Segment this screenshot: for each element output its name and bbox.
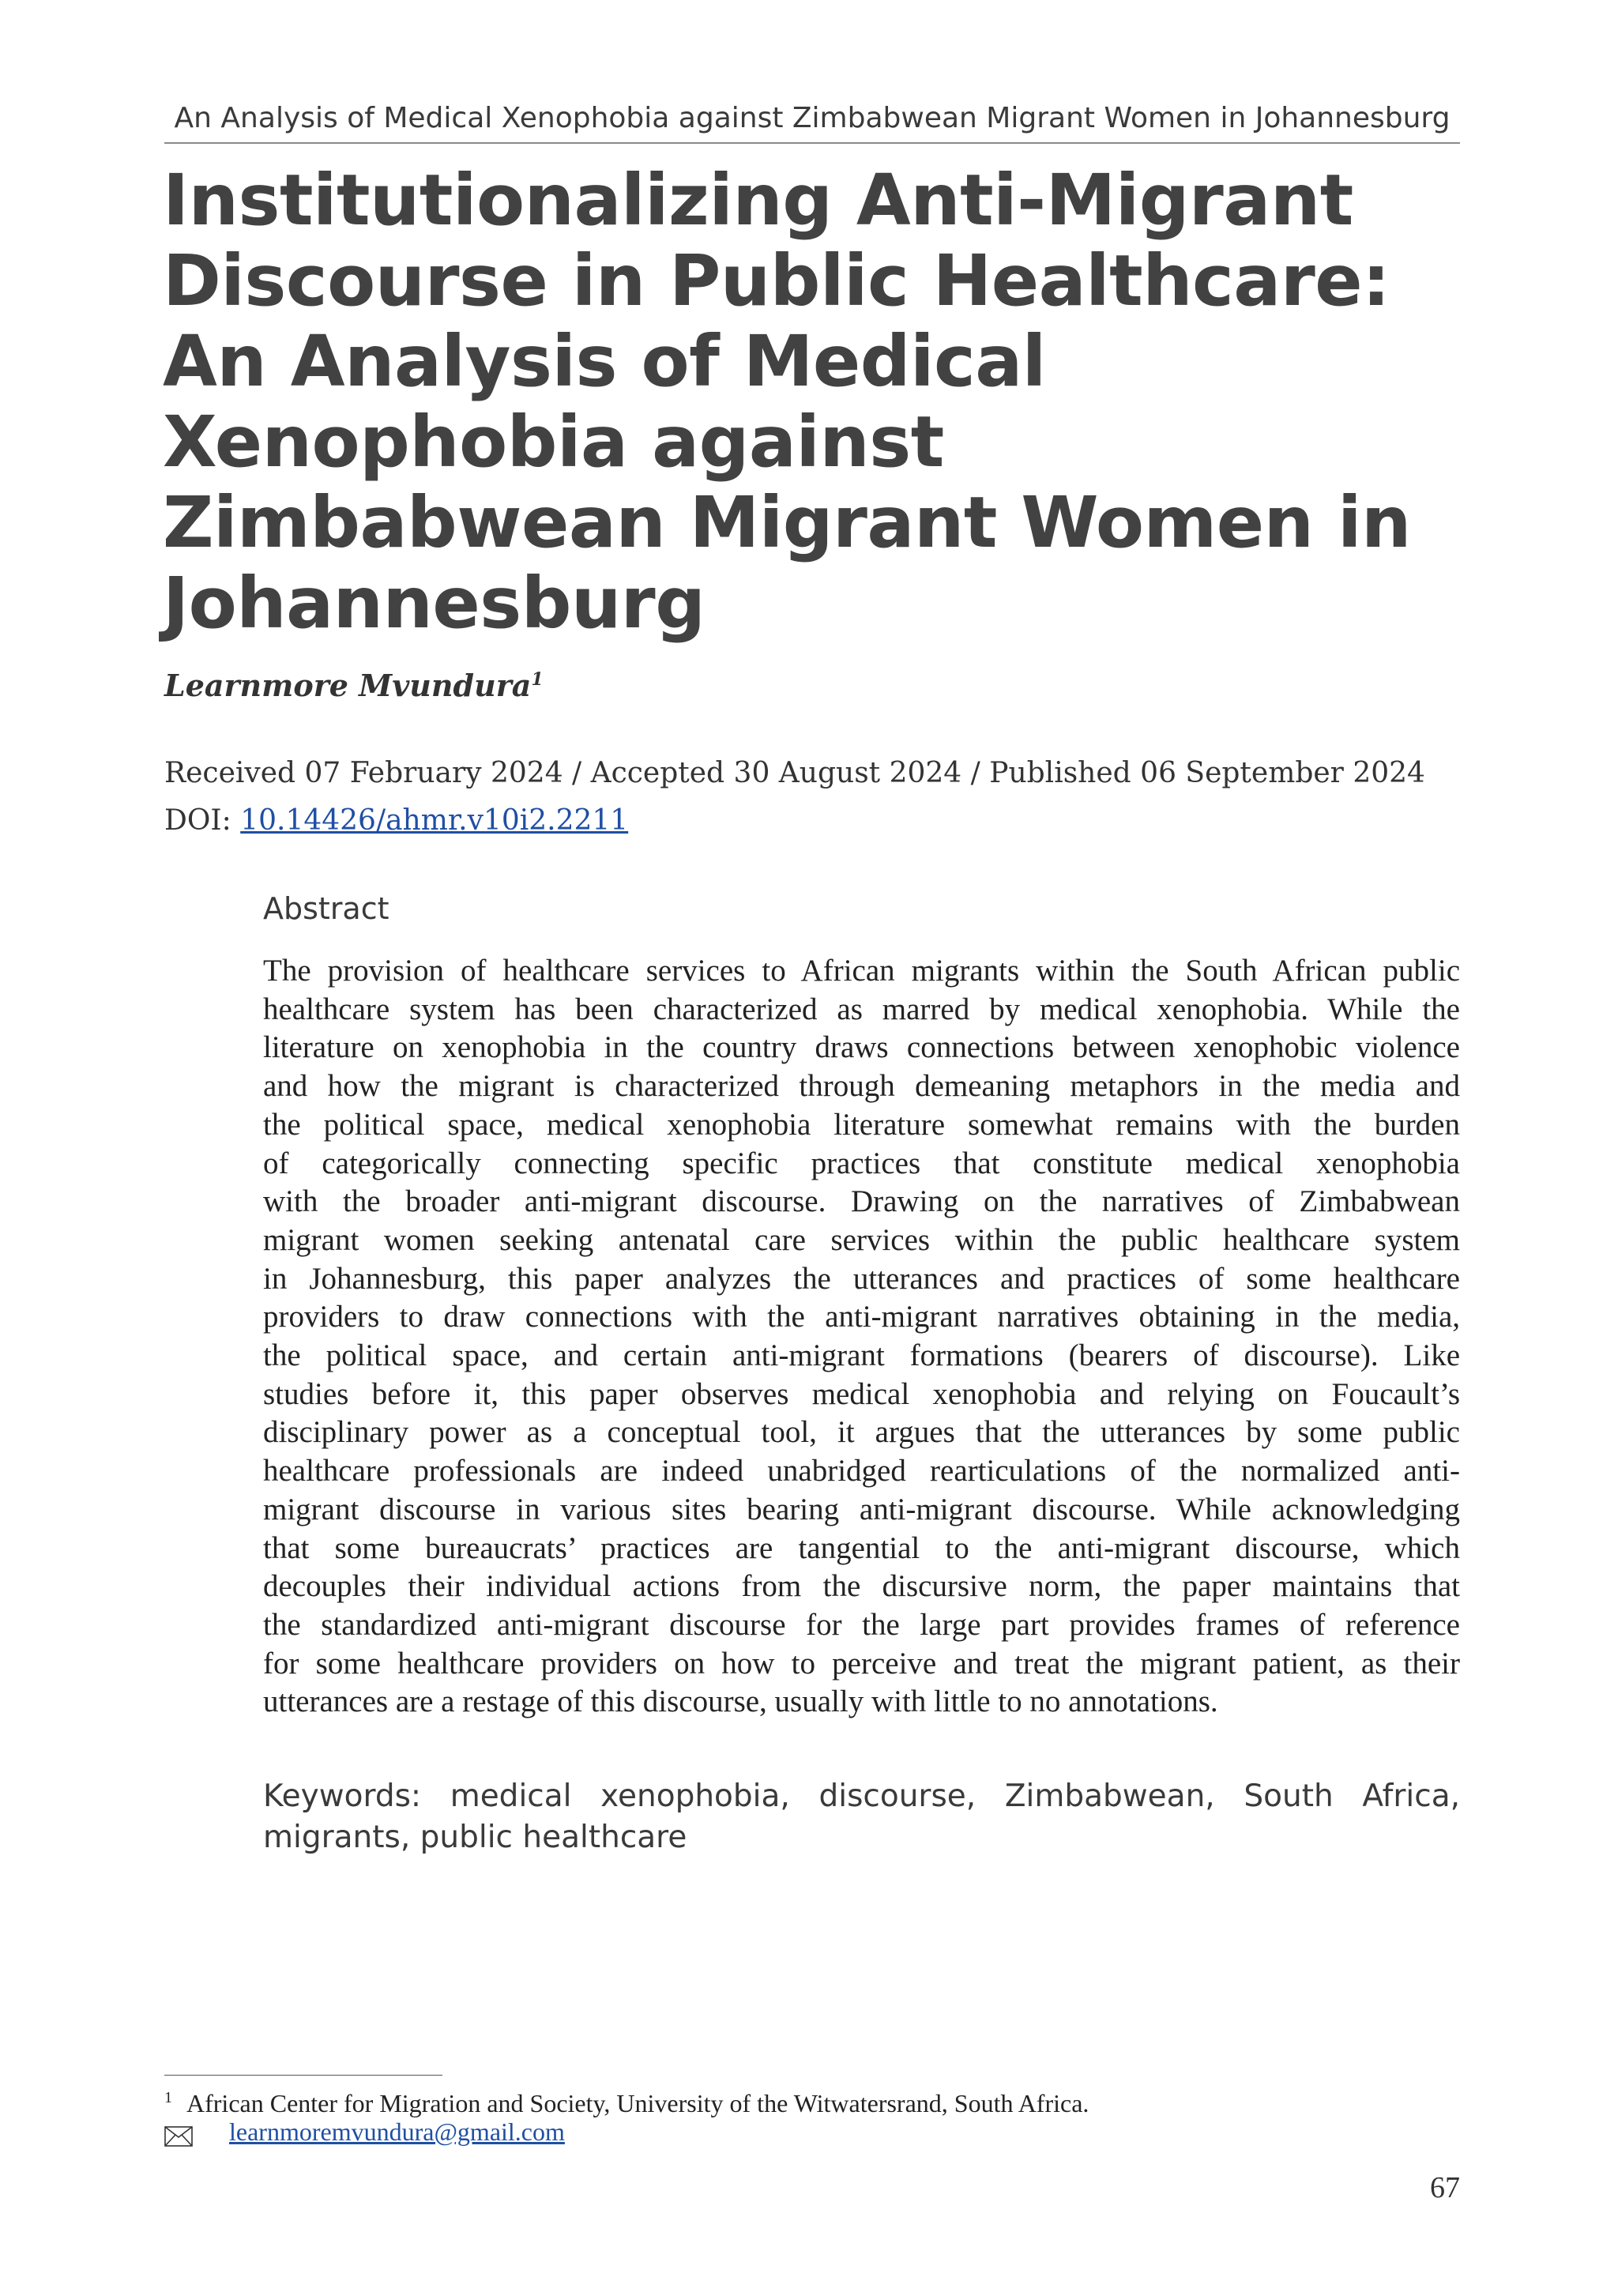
- page-number: 67: [1430, 2171, 1460, 2204]
- abstract-line: migrant women seeking antenatal care services within the public healthcare system: [263, 1222, 1460, 1257]
- header-rule: [164, 142, 1460, 144]
- title-line: Johannesburg: [163, 562, 706, 644]
- abstract-line: The provision of healthcare services to African migrants within the South African public: [263, 954, 1460, 988]
- author-email-link[interactable]: learnmoremvundura@gmail.com: [229, 2117, 565, 2146]
- abstract-line: for some healthcare providers on how to perceive and treat the migrant patient, as their: [263, 1646, 1460, 1681]
- abstract-line: the standardized anti-migrant discourse for the large part provides frames of reference: [263, 1607, 1460, 1642]
- keywords-line: migrants, public healthcare: [263, 1820, 687, 1855]
- envelope-icon: [164, 2121, 193, 2142]
- abstract-line: providers to draw connections with the anti-migrant narratives obtaining in the media,: [263, 1300, 1460, 1334]
- author-line: [164, 661, 544, 705]
- doi-line: [164, 802, 628, 840]
- title-line: An Analysis of Medical: [163, 320, 1046, 402]
- publication-dates: Received 07 February 2024 / Accepted 30 August 2024 / Published 06 September 2024: [164, 757, 1425, 789]
- abstract-line: studies before it, this paper observes medical xenophobia and relying on Foucault’s: [263, 1376, 1460, 1411]
- abstract-line: healthcare system has been characterized as marred by medical xenophobia. While the: [263, 992, 1460, 1026]
- author-name: Learnmore Mvundura: [164, 668, 532, 703]
- abstract-line: utterances are a restage of this discourse, usually with little to no annotations.: [263, 1684, 1218, 1719]
- doi-link[interactable]: 10.14426/ahmr.v10i2.2211: [240, 804, 629, 837]
- keywords-line: Keywords: medical xenophobia, discourse, Zimbabwean, South Africa,: [263, 1778, 1460, 1814]
- article-title: [163, 160, 1474, 643]
- abstract-line: in Johannesburg, this paper analyzes the utterances and practices of some healthcare: [263, 1261, 1460, 1296]
- abstract-line: with the broader anti-migrant discourse. Drawing on the narratives of Zimbabwean: [263, 1184, 1460, 1219]
- title-line: Institutionalizing Anti-Migrant: [163, 159, 1353, 241]
- keywords: [263, 1776, 1460, 1858]
- footnote-affiliation: [164, 2081, 1089, 2120]
- abstract-line: and how the migrant is characterized through demeaning metaphors in the media and: [263, 1069, 1460, 1104]
- abstract-line: healthcare professionals are indeed unabridged rearticulations of the normalized anti-: [263, 1454, 1460, 1489]
- abstract-line: the political space, medical xenophobia literature somewhat remains with the burden: [263, 1107, 1460, 1142]
- abstract-heading: Abstract: [263, 891, 389, 926]
- footnote-text: African Center for Migration and Society, University of the Witwatersrand, South Africa.: [186, 2089, 1089, 2117]
- author-footnote-mark: 1: [531, 669, 544, 690]
- abstract-line: migrant discourse in various sites bearing anti-migrant discourse. While acknowledging: [263, 1492, 1460, 1526]
- abstract-body: [263, 952, 1460, 1722]
- running-header: An Analysis of Medical Xenophobia against Zimbabwean Migrant Women in Johannesburg: [174, 102, 1451, 134]
- title-line: Zimbabwean Migrant Women in: [163, 481, 1411, 563]
- abstract-line: of categorically connecting specific practices that constitute medical xenophobia: [263, 1146, 1460, 1180]
- footnote-rule: [164, 2075, 442, 2076]
- footnote-email-row: [164, 2115, 565, 2148]
- abstract-line: the political space, and certain anti-migrant formations (bearers of discourse). Like: [263, 1338, 1460, 1373]
- abstract-line: decouples their individual actions from the discursive norm, the paper maintains that: [263, 1569, 1460, 1604]
- abstract-line: literature on xenophobia in the country draws connections between xenophobic violence: [263, 1030, 1460, 1065]
- title-line: Discourse in Public Healthcare:: [163, 239, 1390, 322]
- title-line: Xenophobia against: [163, 401, 944, 483]
- abstract-line: disciplinary power as a conceptual tool, it argues that the utterances by some public: [263, 1415, 1460, 1450]
- abstract-line: that some bureaucrats’ practices are tangential to the anti-migrant discourse, which: [263, 1530, 1460, 1565]
- footnote-mark: 1: [164, 2089, 172, 2106]
- doi-label: DOI:: [164, 804, 231, 837]
